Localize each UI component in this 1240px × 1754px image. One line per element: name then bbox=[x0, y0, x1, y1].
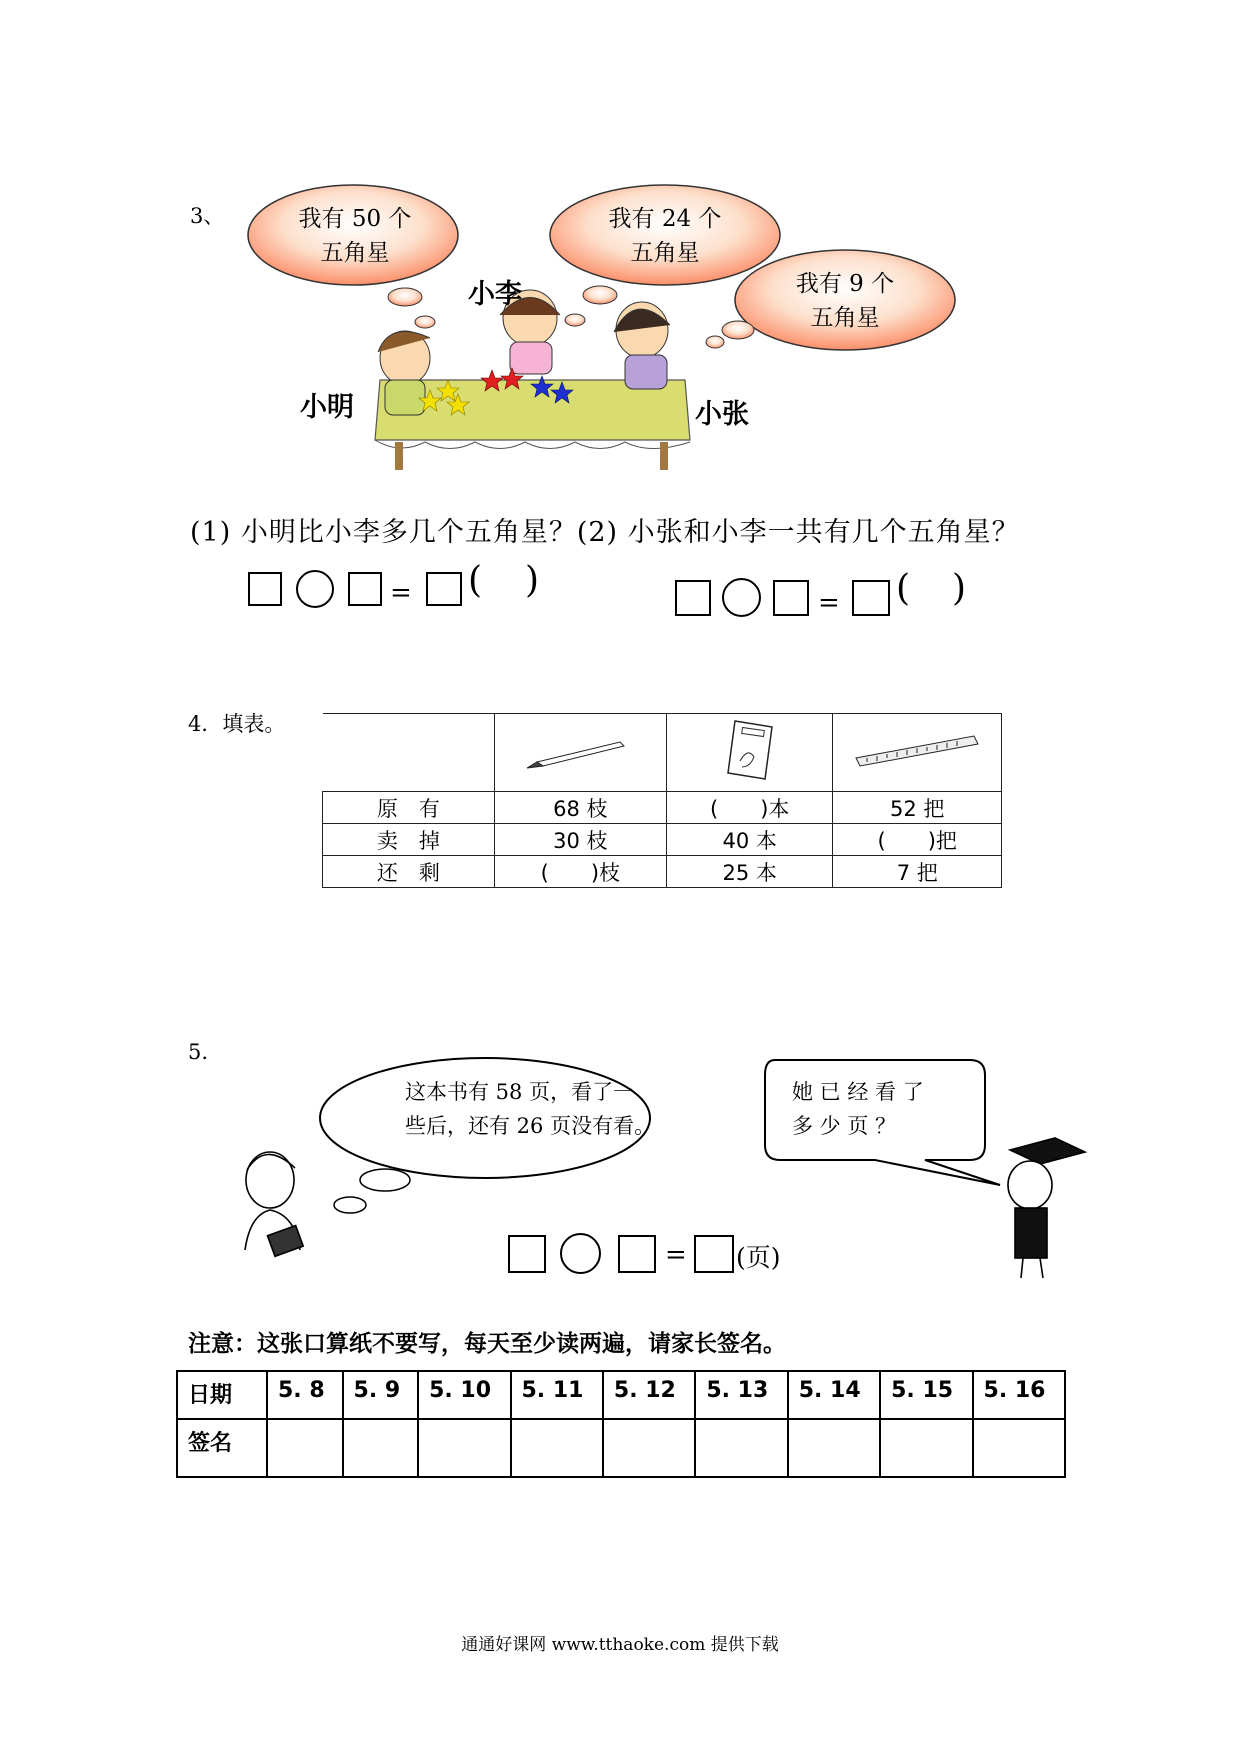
signature-cell[interactable] bbox=[880, 1419, 972, 1477]
cell-book-sold: 40 本 bbox=[666, 824, 833, 856]
paren-open: ( bbox=[468, 560, 483, 601]
header-ruler bbox=[833, 714, 1002, 792]
bubble-2-line1: 我有 24 个 bbox=[608, 206, 722, 232]
girl-bubble-text bbox=[405, 1075, 655, 1143]
operator-circle[interactable] bbox=[560, 1233, 601, 1274]
operator-circle[interactable] bbox=[296, 570, 334, 608]
fill-table bbox=[322, 713, 1002, 888]
date-cell: 5. 12 bbox=[603, 1371, 695, 1419]
answer-box[interactable] bbox=[852, 580, 890, 616]
signature-cell[interactable] bbox=[511, 1419, 603, 1477]
signature-cell[interactable] bbox=[343, 1419, 419, 1477]
child-xiaozhang bbox=[614, 302, 670, 389]
header-blank bbox=[323, 714, 495, 792]
date-cell: 5. 15 bbox=[880, 1371, 972, 1419]
book-icon bbox=[720, 717, 780, 783]
notice-text: 注意：这张口算纸不要写，每天至少读两遍，请家长签名。 bbox=[188, 1330, 786, 1357]
bubble-1-line1: 我有 50 个 bbox=[298, 206, 412, 232]
unit-pages: (页) bbox=[736, 1243, 781, 1272]
equals-sign: = bbox=[665, 1240, 687, 1270]
girl-bubble-line1: 这本书有 58 页，看了一 bbox=[405, 1080, 635, 1104]
answer-box[interactable] bbox=[248, 572, 282, 606]
date-cell: 5. 8 bbox=[267, 1371, 343, 1419]
bubble-3-line2: 五角星 bbox=[810, 305, 880, 331]
answer-box[interactable] bbox=[694, 1235, 734, 1273]
operator-circle[interactable] bbox=[722, 578, 761, 617]
name-xiaoli: 小李 bbox=[468, 279, 522, 310]
boy-bubble-line1: 她 已 经 看 了 bbox=[792, 1080, 924, 1104]
signature-cell[interactable] bbox=[788, 1419, 880, 1477]
paren-close: ) bbox=[952, 568, 967, 609]
q3-number: 3、 bbox=[190, 204, 225, 228]
row-label-original: 原 有 bbox=[323, 792, 495, 824]
date-cell: 5. 16 bbox=[973, 1371, 1065, 1419]
cell-ruler-original: 52 把 bbox=[833, 792, 1002, 824]
cell-book-original[interactable]: ( )本 bbox=[666, 792, 833, 824]
cell-pencil-left[interactable]: ( )枝 bbox=[494, 856, 666, 888]
q3-question: (1) 小明比小李多几个五角星？(2) 小张和小李一共有几个五角星？ bbox=[190, 517, 1020, 548]
answer-box[interactable] bbox=[773, 580, 809, 616]
footer-text: 通通好课网 www.tthaoke.com 提供下载 bbox=[461, 1635, 779, 1655]
signature-cell[interactable] bbox=[418, 1419, 510, 1477]
boy-bubble-text bbox=[792, 1075, 924, 1143]
q4-number: 4．填表。 bbox=[188, 712, 286, 736]
signature-cell[interactable] bbox=[973, 1419, 1065, 1477]
date-label: 日期 bbox=[177, 1371, 267, 1419]
equals-sign: = bbox=[818, 588, 840, 618]
bubble-3-text bbox=[745, 267, 945, 335]
date-cell: 5. 9 bbox=[343, 1371, 419, 1419]
cell-pencil-sold: 30 枝 bbox=[494, 824, 666, 856]
row-label-left: 还 剩 bbox=[323, 856, 495, 888]
cell-book-left: 25 本 bbox=[666, 856, 833, 888]
row-label-sold: 卖 掉 bbox=[323, 824, 495, 856]
answer-box[interactable] bbox=[618, 1235, 656, 1273]
boy-graduate bbox=[1008, 1138, 1085, 1278]
date-cell: 5. 14 bbox=[788, 1371, 880, 1419]
cell-ruler-sold[interactable]: ( )把 bbox=[833, 824, 1002, 856]
q5-number: 5. bbox=[188, 1040, 209, 1064]
bubble-1-text bbox=[255, 202, 455, 270]
answer-box[interactable] bbox=[675, 580, 711, 616]
cell-ruler-left: 7 把 bbox=[833, 856, 1002, 888]
child-xiaoming bbox=[378, 331, 430, 415]
bubble-1-line2: 五角星 bbox=[320, 240, 390, 266]
bubble-2-line2: 五角星 bbox=[630, 240, 700, 266]
bubble-3-line1: 我有 9 个 bbox=[795, 271, 895, 297]
date-cell: 5. 10 bbox=[418, 1371, 510, 1419]
pencil-icon bbox=[525, 730, 635, 770]
ruler-icon bbox=[852, 730, 982, 770]
name-xiaoming: 小明 bbox=[300, 392, 354, 423]
signature-cell[interactable] bbox=[603, 1419, 695, 1477]
date-cell: 5. 13 bbox=[695, 1371, 787, 1419]
name-xiaozhang: 小张 bbox=[695, 399, 749, 430]
boy-bubble-line2: 多 少 页 ？ bbox=[792, 1114, 897, 1138]
paren-close: ) bbox=[525, 560, 540, 601]
equals-sign: = bbox=[390, 578, 412, 608]
girl-reading bbox=[245, 1152, 303, 1256]
answer-box[interactable] bbox=[426, 572, 462, 606]
bubble-2-text bbox=[565, 202, 765, 270]
header-pencil bbox=[494, 714, 666, 792]
answer-box[interactable] bbox=[508, 1235, 546, 1273]
girl-bubble-line2: 些后，还有 26 页没有看。 bbox=[405, 1114, 656, 1138]
sign-label: 签名 bbox=[177, 1419, 267, 1477]
signature-cell[interactable] bbox=[267, 1419, 343, 1477]
paren-open: ( bbox=[896, 568, 911, 609]
date-cell: 5. 11 bbox=[511, 1371, 603, 1419]
signature-cell[interactable] bbox=[695, 1419, 787, 1477]
cell-pencil-original: 68 枝 bbox=[494, 792, 666, 824]
header-book bbox=[666, 714, 833, 792]
answer-box[interactable] bbox=[348, 572, 382, 606]
sign-table bbox=[176, 1370, 1066, 1478]
